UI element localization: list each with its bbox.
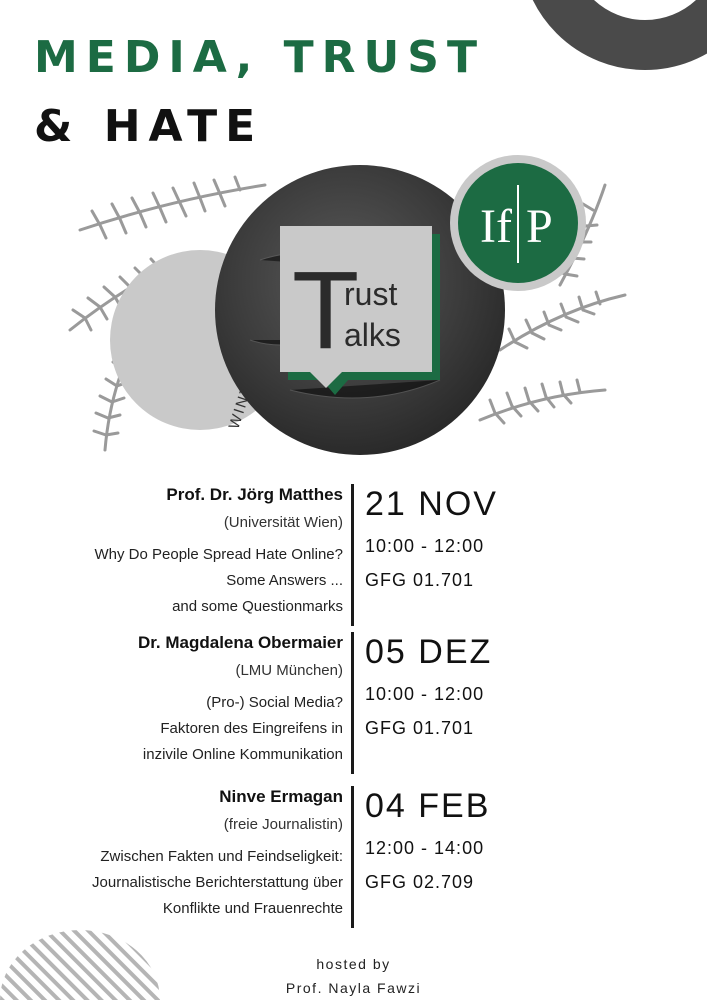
speaker-name: Prof. Dr. Jörg Matthes	[166, 485, 343, 504]
talk-entry-1	[0, 484, 707, 626]
talk-date: 21 NOV	[365, 485, 498, 523]
logo-text-p: P	[526, 200, 553, 253]
series-word-alks: alks	[344, 317, 401, 353]
talk-room: GFG 01.701	[365, 718, 475, 738]
host-name: Prof. Nayla Fawzi	[285, 980, 422, 996]
talk-time: 12:00 - 14:00	[365, 838, 485, 858]
talk-topic: (Pro-) Social Media? Faktoren des Eingreifens in inzivile Online Kommunikation	[142, 694, 343, 763]
speaker-affiliation: (Universität Wien)	[223, 514, 343, 531]
trust-talks-sign	[280, 226, 440, 395]
poster-title-line-1: MEDIA, TRUST	[34, 32, 485, 83]
talk-schedule	[365, 632, 492, 740]
talk-topic: Zwischen Fakten und Feindseligkeit: Journalistische Berichterstattung über Konflikte und Frauenrechte	[92, 848, 343, 917]
talk-time: 10:00 - 12:00	[365, 684, 485, 704]
talk-entry-2	[0, 632, 707, 774]
speaker-name: Dr. Magdalena Obermaier	[137, 633, 343, 652]
talk-time: 10:00 - 12:00	[365, 536, 485, 556]
hero-illustration	[60, 150, 650, 470]
decorative-ring	[520, 0, 707, 70]
talk-date: 05 DEZ	[365, 633, 493, 671]
talk-room: GFG 02.709	[365, 872, 475, 892]
talk-date: 04 FEB	[365, 787, 491, 825]
talk-entry-3	[0, 786, 707, 928]
series-word-rust: rust	[344, 276, 398, 312]
poster-title-line-2: & HATE	[34, 101, 264, 152]
talk-room: GFG 01.701	[365, 570, 475, 590]
talk-schedule	[365, 786, 490, 894]
divider-line	[351, 786, 354, 928]
talk-details	[3, 786, 343, 922]
divider-line	[351, 484, 354, 626]
talk-details	[3, 632, 343, 768]
speaker-affiliation: (freie Journalistin)	[223, 816, 343, 833]
host-credit	[0, 952, 707, 1000]
talk-topic: Why Do People Spread Hate Online? Some Answers ... and some Questionmarks	[94, 546, 343, 615]
hosted-by-label: hosted by	[316, 956, 391, 972]
divider-line	[351, 632, 354, 774]
series-letter-t: T	[292, 249, 360, 372]
talk-schedule	[365, 484, 498, 592]
ifp-logo	[450, 155, 586, 291]
talk-details	[3, 484, 343, 620]
logo-text-if: If	[480, 200, 512, 253]
speaker-name: Ninve Ermagan	[219, 787, 343, 806]
speaker-affiliation: (LMU München)	[235, 662, 343, 679]
